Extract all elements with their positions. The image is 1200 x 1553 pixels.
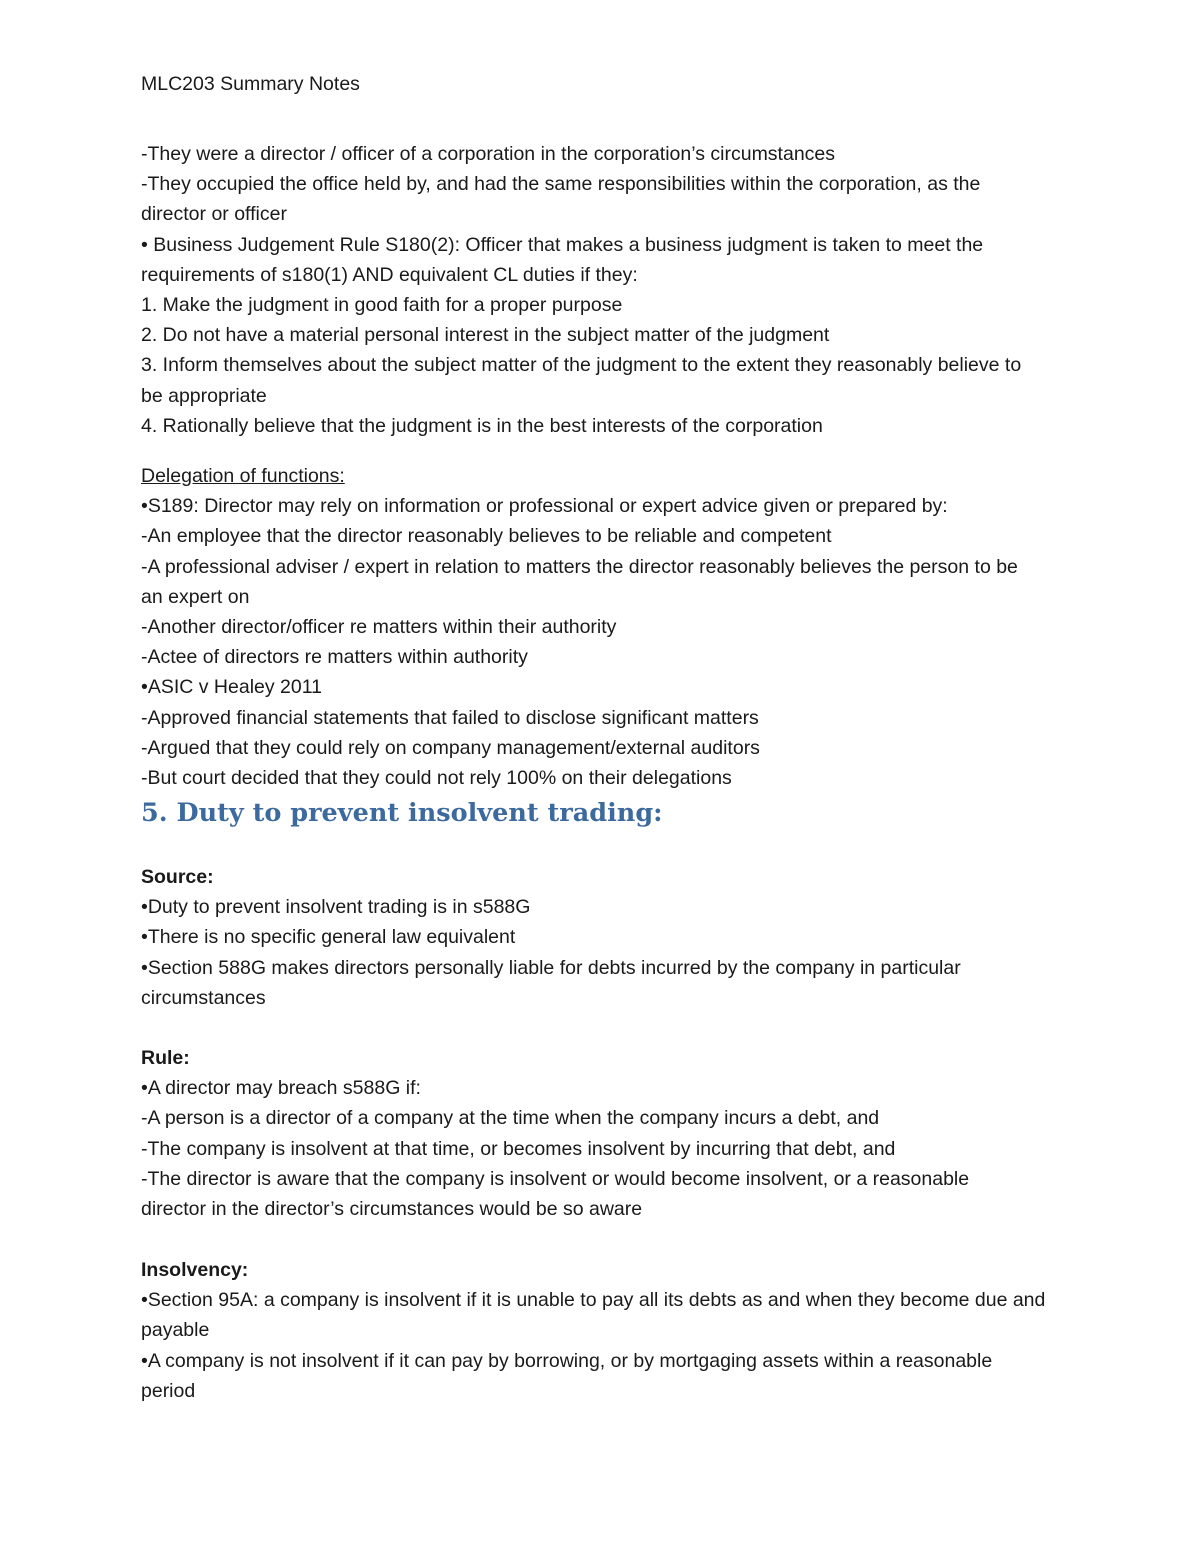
text-line: 2. Do not have a material personal interest in the subject matter of the judgment	[141, 324, 830, 347]
text-line: 1. Make the judgment in good faith for a proper purpose	[141, 294, 623, 317]
text-line: -Argued that they could rely on company management/external auditors	[141, 736, 760, 759]
insolvency-heading: Insolvency:	[141, 1259, 249, 1281]
text-line: -They occupied the office held by, and had the same responsibilities within the corporation, as the	[141, 173, 981, 196]
text-line: -Actee of directors re matters within authority	[141, 646, 528, 669]
text-line: payable	[141, 1319, 210, 1342]
text-line: -A person is a director of a company at the time when the company incurs a debt, and	[141, 1107, 880, 1130]
text-line: period	[141, 1379, 196, 1402]
text-line: an expert on	[141, 585, 250, 608]
text-line: requirements of s180(1) AND equivalent CL duties if they:	[141, 263, 638, 286]
text-line: -They were a director / officer of a corporation in the corporation’s circumstances	[141, 143, 836, 165]
text-line: •Section 95A: a company is insolvent if it is unable to pay all its debts as and when they become due and	[141, 1289, 1046, 1312]
text-line: -An employee that the director reasonably believes to be reliable and competent	[141, 525, 832, 548]
text-line: -A professional adviser / expert in relation to matters the director reasonably believes the person to be	[141, 555, 1018, 578]
text-line: •Section 588G makes directors personally liable for debts incurred by the company in particular	[141, 956, 961, 979]
text-line: -But court decided that they could not rely 100% on their delegations	[141, 767, 732, 790]
text-line: •ASIC v Healey 2011	[141, 676, 322, 699]
text-line: director in the director’s circumstances would be so aware	[141, 1198, 643, 1221]
page-header: MLC203 Summary Notes	[141, 73, 360, 95]
section-top	[141, 139, 1071, 441]
section-rule	[141, 1043, 1071, 1224]
text-line: •A director may breach s588G if:	[141, 1077, 421, 1100]
text-line: -The company is insolvent at that time, or becomes insolvent by incurring that debt, and	[141, 1137, 896, 1160]
section-5-heading: 5. Duty to prevent insolvent trading:	[141, 798, 663, 828]
text-line: •A company is not insolvent if it can pay by borrowing, or by mortgaging assets within a reasonable	[141, 1349, 993, 1372]
text-line: •S189: Director may rely on information or professional or expert advice given or prepared by:	[141, 495, 948, 518]
text-line: -Another director/officer re matters within their authority	[141, 616, 617, 639]
section-delegation	[141, 461, 1071, 793]
rule-heading: Rule:	[141, 1047, 190, 1069]
text-line: be appropriate	[141, 384, 267, 407]
text-line: •There is no specific general law equivalent	[141, 926, 516, 949]
text-line: • Business Judgement Rule S180(2): Officer that makes a business judgment is taken to meet the	[141, 233, 984, 256]
text-line: •Duty to prevent insolvent trading is in s588G	[141, 896, 531, 919]
section-source	[141, 862, 1071, 1013]
source-heading: Source:	[141, 866, 214, 888]
text-line: director or officer	[141, 203, 287, 226]
text-line: -The director is aware that the company is insolvent or would become insolvent, or a reasonable	[141, 1167, 970, 1190]
delegation-heading: Delegation of functions:	[141, 465, 345, 487]
text-line: 3. Inform themselves about the subject matter of the judgment to the extent they reasonably believe to	[141, 354, 1022, 377]
section-insolvency	[141, 1255, 1071, 1406]
text-line: circumstances	[141, 986, 266, 1009]
text-line: 4. Rationally believe that the judgment is in the best interests of the corporation	[141, 414, 823, 437]
text-line: -Approved financial statements that failed to disclose significant matters	[141, 706, 759, 729]
